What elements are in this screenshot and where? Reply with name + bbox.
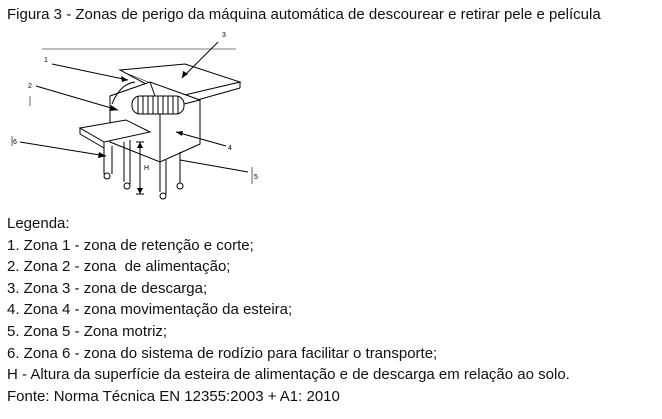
legend-note: H - Altura da superfície da esteira de alimentação e de descarga em relação ao solo. [7, 366, 570, 384]
callout-h: H [144, 165, 150, 172]
legend-item: 3. Zona 3 - zona de descarga; [7, 279, 208, 297]
legend-item: 2. Zona 2 - zona de alimentação; [7, 258, 231, 276]
source-citation: Fonte: Norma Técnica EN 12355:2003 + A1: 2010 [7, 387, 340, 405]
legend [7, 213, 570, 407]
cutting-roller [132, 96, 184, 114]
legend-item: 5. Zona 5 - Zona motriz; [7, 322, 168, 340]
machine-drawing [0, 24, 300, 214]
caster-wheel [177, 183, 183, 189]
machine-diagram [0, 24, 300, 214]
legend-item: 4. Zona 4 - zona movimentação da esteira; [7, 301, 293, 319]
caster-wheel [160, 193, 166, 199]
callout-1: 1 [44, 57, 48, 64]
callout-2: 2 [28, 83, 32, 90]
legend-heading: Legenda: [7, 215, 70, 232]
callout-4: 4 [228, 145, 232, 152]
callout-5: 5 [254, 174, 258, 181]
caster-wheel [104, 173, 110, 179]
callout-6: 6 [13, 139, 17, 146]
callout-3: 3 [222, 32, 226, 39]
legend-item: 1. Zona 1 - zona de retenção e corte; [7, 236, 254, 254]
caster-wheel [124, 183, 130, 189]
figure-caption: Figura 3 - Zonas de perigo da máquina automática de descourear e retirar pele e película [7, 6, 601, 23]
legend-item: 6. Zona 6 - zona do sistema de rodízio para facilitar o transporte; [7, 344, 438, 362]
